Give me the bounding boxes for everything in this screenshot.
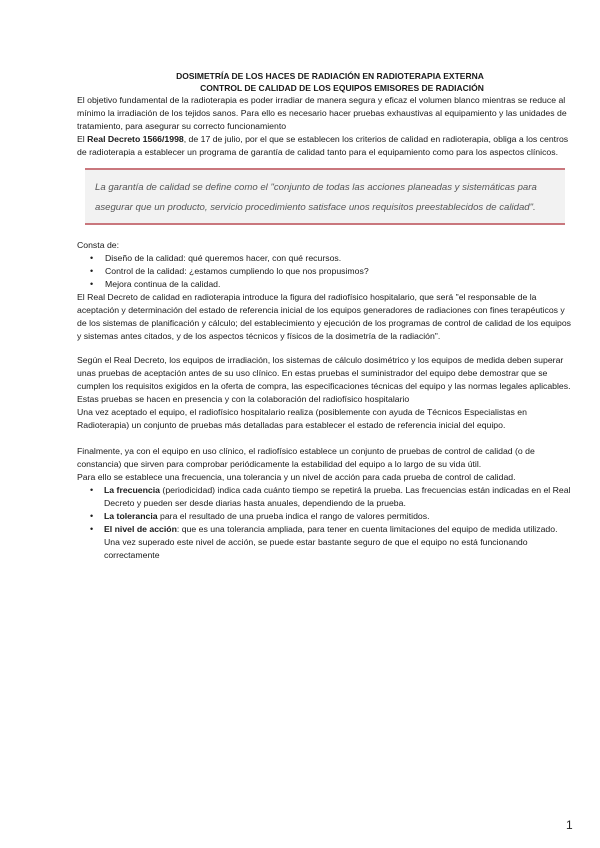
bullet-icon: •: [90, 524, 94, 534]
list-item-text: Control de la calidad: ¿estamos cumpliendo lo que nos propusimos?: [105, 266, 369, 276]
list-item: [77, 252, 573, 265]
definition-term: El nivel de acción: [104, 524, 177, 534]
intro-paragraph: El objetivo fundamental de la radioterapia es poder irradiar de manera segura y eficaz el volumen blanco mientras se reduce al mínimo la irradiación de los tejidos sanos. Para ello es necesario hacer pruebas exhaustivas al equipamiento y las unidades de tratamiento, para asegurar su correcto funcionamiento: [77, 95, 567, 131]
list-item: [77, 523, 573, 562]
definition-text: : que es una tolerancia ampliada, para tener en cuenta limitaciones del equipo de medida utilizado. Una vez superado este nivel de acción, se puede estar bastante seguro de que el equipo no está funcionando correctamente: [104, 524, 558, 560]
real-decreto-paragraph: [77, 133, 573, 159]
radiofisico-paragraph: El Real Decreto de calidad en radioterapia introduce la figura del radiofísico hospitalario, que será "el responsable de la aceptación y determinación del estado de referencia inicial de los equipos generadores de radiaciones con fines terapéuticos y de los sistemas de planificación y cálculo; del establecimiento y ejecución de los programas de control de calidad de los equipos y sistemas antes citados, y de los aspectos técnicos y físicos de la dosimetría de la radiación".: [77, 292, 572, 341]
definitions-list: [77, 484, 573, 562]
definition-text: para el resultado de una prueba indica el rango de valores permitidos.: [157, 511, 430, 521]
bullet-icon: •: [90, 266, 94, 276]
document-page: [77, 70, 573, 562]
list-item: [77, 510, 573, 523]
list-item: [77, 278, 573, 291]
bullet-icon: •: [90, 485, 94, 495]
definition-term: La frecuencia: [104, 485, 161, 495]
list-item: [77, 265, 573, 278]
page-number: 1: [566, 818, 573, 832]
list-item-text: Diseño de la calidad: qué queremos hacer, con qué recursos.: [105, 253, 342, 263]
quality-definition-quote: La garantía de calidad se define como el "conjunto de todas las acciones planeadas y sistemáticas para asegurar que un producto, servicio procedimiento satisface unos requisitos preestablecidos de calidad".: [85, 168, 565, 225]
title-line-1: DOSIMETRÍA DE LOS HACES DE RADIACIÓN EN RADIOTERAPIA EXTERNA: [176, 71, 484, 81]
list-item-text: Mejora continua de la calidad.: [105, 279, 221, 289]
referencia-paragraph: Una vez aceptado el equipo, el radiofísico hospitalario realiza (posiblemente con ayuda de Técnicos Especialistas en Radioterapia) un conjunto de pruebas más detalladas para establecer el estado de referencia inicial del equipo.: [77, 407, 527, 430]
real-decreto-bold: Real Decreto 1566/1998: [87, 134, 184, 144]
bullet-icon: •: [90, 253, 94, 263]
real-decreto-rest: , de 17 de julio, por el que se establecen los criterios de calidad en radioterapia, obliga a los centros de radioterapia a establecer un programa de garantía de calidad tanto para el equipamiento como para los aspectos clínicos.: [77, 134, 569, 157]
consta-list: [77, 252, 573, 291]
aceptacion-paragraph: Según el Real Decreto, los equipos de irradiación, los sistemas de cálculo dosimétrico y los equipos de medida deben superar unas pruebas de aceptación antes de su uso clínico. En estas pruebas el suministrador del equipo debe demostrar que se cumplen los requisitos exigidos en la oferta de compra, las especificaciones técnicas del equipo y las normas legales aplicables. Estas pruebas se hacen en presencia y con la colaboración del radiofísico hospitalario: [77, 355, 571, 404]
bullet-icon: •: [90, 279, 94, 289]
constancia-paragraph: Finalmente, ya con el equipo en uso clínico, el radiofísico establece un conjunto de pruebas de control de calidad (o de constancia) que sirven para comprobar periódicamente la estabilidad del equipo a lo largo de su vida útil.: [77, 446, 535, 469]
document-title: [77, 70, 573, 94]
bullet-icon: •: [90, 511, 94, 521]
title-line-2: CONTROL DE CALIDAD DE LOS EQUIPOS EMISORES DE RADIACIÓN: [200, 83, 484, 93]
real-decreto-prefix: El: [77, 134, 88, 144]
definition-term: La tolerancia: [104, 511, 158, 521]
consta-label: Consta de:: [77, 240, 120, 250]
frecuencia-paragraph: Para ello se establece una frecuencia, una tolerancia y un nivel de acción para cada prueba de control de calidad.: [77, 472, 516, 482]
list-item: [77, 484, 573, 510]
definition-text: (periodicidad) indica cada cuánto tiempo se repetirá la prueba. Las frecuencias están indicadas en el Real Decreto y pueden ser desde diarias hasta anuales, dependiendo de la prueba.: [104, 485, 571, 508]
